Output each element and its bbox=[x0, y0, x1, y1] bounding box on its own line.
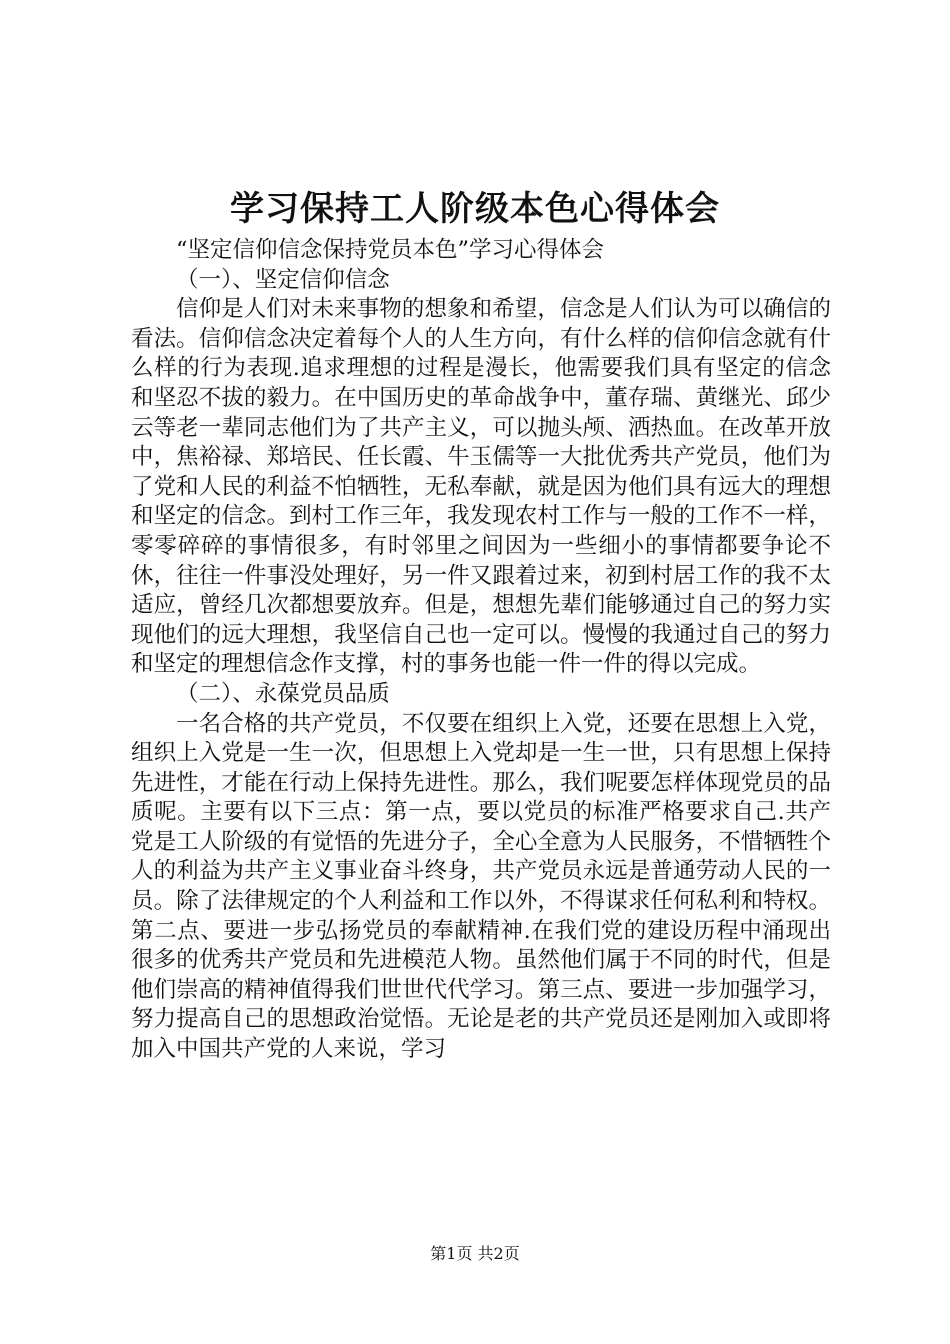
section-heading-1: （一）、坚定信仰信念 bbox=[176, 266, 390, 293]
page-footer: 第1页 共2页 bbox=[430, 1244, 520, 1263]
section-paragraph-2: 一名合格的共产党员，不仅要在组织上入党，还要在思想上入党，组织上入党是一生一次，但思想上入党却是一生一世，只有思想上保持先进性，才能在行动上保持先进性。那么，我们呢要怎样体现党员的品质呢。主要有以下三点：第一点，要以党员的标准严格要求自己.共产党是工人阶级的有觉悟的先进分子，全心全意为人民服务，不惜牺牲个人的利益为共产主义事业奋斗终身，共产党员永远是普通劳动人民的一员。除了法律规定的个人利益和工作以外，不得谋求任何私利和特权。第二点、要进一步弘扬党员的奉献精神.在我们党的建设历程中涌现出很多的优秀共产党员和先进模范人物。虽然他们属于不同的时代，但是他们崇高的精神值得我们世世代代学习。第三点、要进一步加强学习，努力提高自己的思想政治觉悟。无论是老的共产党员还是刚加入或即将加入中国共产党的人来说，学习 bbox=[131, 710, 831, 1063]
section-paragraph-1: 信仰是人们对未来事物的想象和希望，信念是人们认为可以确信的看法。信仰信念决定着每个人的人生方向，有什么样的信仰信念就有什么样的行为表现.追求理想的过程是漫长，他需要我们具有坚定的信念和坚忍不拔的毅力。在中国历史的革命战争中，董存瑞、黄继光、邱少云等老一辈同志他们为了共产主义，可以抛头颅、洒热血。在改革开放中，焦裕禄、郑培民、任长霞、牛玉儒等一大批优秀共产党员，他们为了党和人民的利益不怕牺牲，无私奉献，就是因为他们具有远大的理想和坚定的信念。到村工作三年，我发现农村工作与一般的工作不一样，零零碎碎的事情很多，有时邻里之间因为一些细小的事情都要争论不休，往往一件事没处理好，另一件又跟着过来，初到村居工作的我不太适应，曾经几次都想要放弃。但是，想想先辈们能够通过自己的努力实现他们的远大理想，我坚信自己也一定可以。慢慢的我通过自己的努力和坚定的理想信念作支撑，村的事务也能一件一件的得以完成。 bbox=[131, 296, 831, 678]
document-subtitle: “坚定信仰信念保持党员本色”学习心得体会 bbox=[176, 237, 605, 263]
document-body bbox=[131, 236, 831, 1065]
document-title: 学习保持工人阶级本色心得体会 bbox=[230, 189, 720, 229]
section-heading-2: （二）、永葆党员品质 bbox=[176, 680, 390, 707]
